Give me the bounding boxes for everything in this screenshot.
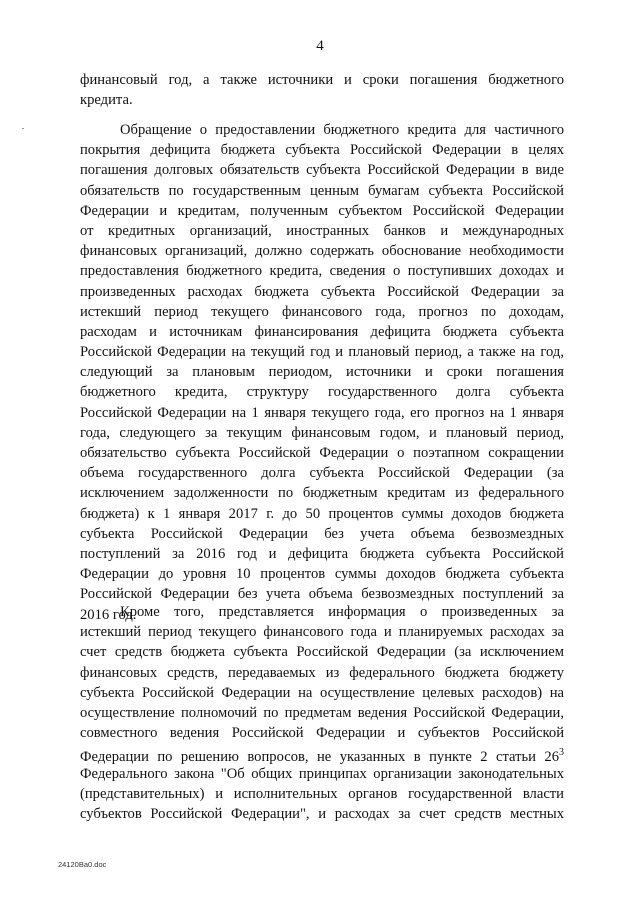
text-line: совместного ведения Российской Федерации и субъектов Российской — [80, 725, 564, 742]
document-code: 24120Ba0.doc — [58, 860, 107, 869]
text-line: Федерального закона "Об общих принципах организации законодательных — [80, 765, 564, 782]
text-line-with-superscript — [80, 743, 564, 766]
text-line: осуществление полномочий по предметам ведения Российской Федерации, — [80, 704, 564, 721]
text-line: следующий за плановым периодом, источники и сроки погашения — [80, 364, 564, 381]
text-line: от кредитных организаций, иностранных банков и международных — [80, 222, 564, 239]
superscript: 3 — [559, 747, 564, 759]
text-line: бюджета) к 1 января 2017 г. до 50 процентов суммы доходов бюджета — [80, 505, 564, 522]
text-line: счет средств бюджета субъекта Российской Федерации (за исключением — [80, 644, 564, 661]
text-line: бюджетного кредита, структуру государственного долга субъекта — [80, 384, 564, 401]
text-line: Федерации и кредитам, полученным субъектом Российской Федерации — [80, 202, 564, 219]
text-line: исключением задолженности по бюджетным кредитам из федерального — [80, 485, 564, 502]
page-number: 4 — [316, 38, 324, 54]
text-line: финансовых организаций, должно содержать обоснование необходимости — [80, 243, 564, 260]
text-line: обязательств по государственным ценным бумагам субъекта Российской — [80, 182, 564, 199]
text-line: поступлений за 2016 год и дефицита бюджета субъекта Российской — [80, 545, 564, 562]
text-line: субъекта Российской Федерации на осуществление целевых расходов) на — [80, 684, 564, 701]
text-line: объема государственного долга субъекта Российской Федерации (за — [80, 465, 564, 482]
text-segment: Федерации по решению вопросов, не указанных в пункте 2 статьи 26 — [80, 749, 559, 766]
text-line: Федерации до уровня 10 процентов суммы доходов бюджета субъекта — [80, 566, 564, 583]
text-line: предоставления бюджетного кредита, сведения о поступивших доходах и — [80, 263, 564, 280]
text-line: покрытия дефицита бюджета субъекта Российской Федерации в целях — [80, 142, 564, 159]
text-line: обязательство субъекта Российской Федерации о поэтапном сокращении — [80, 445, 564, 461]
text-line: финансовый год, а также источники и сроки погашения бюджетного — [80, 72, 564, 88]
text-line: кредита. — [80, 92, 133, 109]
text-line: Кроме того, представляется информация о произведенных за — [120, 604, 564, 620]
text-line: расходам и источникам финансирования дефицита бюджета субъекта — [80, 323, 564, 340]
text-line: субъекта Российской Федерации без учета объема безвозмездных — [80, 525, 564, 542]
paragraph-credit-request — [80, 120, 564, 625]
text-line: истекший период текущего финансового года, прогноз по доходам, — [80, 303, 564, 320]
text-line: (представительных) и исполнительных органов государственной власти — [80, 785, 564, 802]
text-line: погашения долговых обязательств субъекта Российской Федерации в виде — [80, 162, 564, 179]
text-line: Российской Федерации без учета объема безвозмездных поступлений за — [80, 586, 564, 603]
text-line: года, следующего за текущим финансовым годом, и плановый период, — [80, 424, 564, 441]
text-line: субъектов Российской Федерации", и расходах за счет средств местных — [80, 805, 564, 822]
text-line: Российской Федерации на 1 января текущего года, его прогноз на 1 января — [80, 404, 564, 421]
text-line: произведенных расходах бюджета субъекта Российской Федерации за — [80, 283, 564, 300]
text-line: истекший период текущего финансового года и планируемых расходах за — [80, 624, 564, 641]
paragraph-additional-info — [80, 602, 564, 824]
text-line: Российской Федерации на текущий год и плановый период, а также на год, — [80, 344, 564, 361]
continuation-paragraph — [80, 70, 564, 110]
text-line: Обращение о предоставлении бюджетного кредита для частичного — [120, 122, 564, 138]
text-line: 2016 год. — [80, 606, 137, 623]
text-line: финансовых средств, передаваемых из федерального бюджета бюджету — [80, 664, 564, 681]
margin-mark — [22, 128, 24, 129]
